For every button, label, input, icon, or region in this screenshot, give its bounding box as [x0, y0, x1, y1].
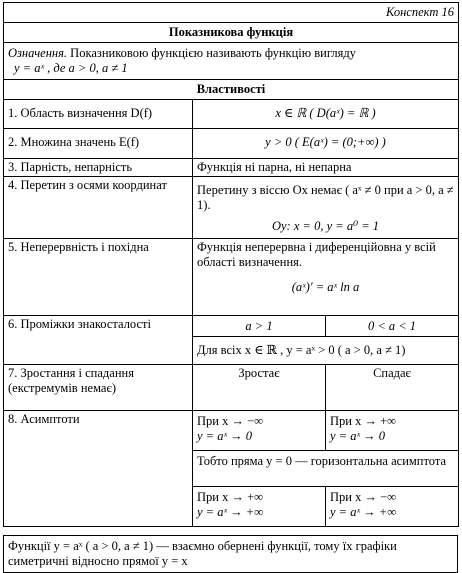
- asymptote-cell-1: [193, 411, 326, 451]
- definition-formula: y = aˣ , де a > 0, a ≠ 1: [14, 61, 128, 75]
- monotonic-decreasing: Спадає: [326, 365, 459, 411]
- asymptote-1-line1: При x → −∞: [197, 414, 264, 428]
- intersection-ox: Перетину з віссю Ox немає ( aˣ ≠ 0 при a > 0, a ≠ 1).: [197, 183, 454, 212]
- asymptote-2-line2: y = aˣ → 0: [330, 429, 386, 443]
- sign-col-a-lt-1: 0 < a < 1: [326, 316, 459, 337]
- page-title: Показникова функція: [4, 23, 459, 43]
- definition-term: Означення.: [8, 46, 68, 60]
- asymptote-cell-2: [326, 411, 459, 451]
- definition-cell: [4, 43, 459, 80]
- asymptote-horizontal: Тобто пряма y = 0 — горизонтальна асимптота: [193, 451, 459, 487]
- monotonic-increasing: Зростає: [193, 365, 326, 411]
- properties-table: [3, 2, 459, 527]
- row-continuity-label: 5. Неперервність і похідна: [4, 239, 193, 316]
- row-domain-label: 1. Область визначення D(f): [4, 100, 193, 129]
- row-intersection-value: [193, 177, 459, 239]
- row-sign-label: 6. Проміжки знакосталості: [4, 316, 193, 365]
- derivative-formula: (aˣ)′ = aˣ ln a: [291, 280, 360, 294]
- row-range-label: 2. Множина значень E(f): [4, 129, 193, 159]
- row-parity-value: Функція ні парна, ні непарна: [193, 159, 459, 177]
- properties-header: Властивості: [4, 80, 459, 100]
- sign-col-a-gt-1: a > 1: [193, 316, 326, 337]
- asymptote-3-line2: y = aˣ → +∞: [197, 505, 264, 519]
- asymptote-4-line2: y = aˣ → +∞: [330, 505, 397, 519]
- definition-text: Показниковою функцією називають функцію вигляду: [67, 46, 356, 60]
- konspekt-sheet: [3, 2, 458, 573]
- row-asymptotes-label: 8. Асимптоти: [4, 411, 193, 527]
- row-range-value: y > 0 ( E(aˣ) = (0;+∞) ): [193, 129, 459, 159]
- footer-note: Функції y = aˣ ( a > 0, a ≠ 1) — взаємно обернені функції, тому їх графіки симетричні відносно прямої y = x: [3, 535, 458, 573]
- asymptote-4-line1: При x → −∞: [330, 490, 397, 504]
- row-continuity-value: [193, 239, 459, 316]
- asymptote-cell-3: [193, 487, 326, 527]
- continuity-text: Функція неперервна і диференційовна у всій області визначення.: [197, 240, 436, 269]
- intersection-oy: Oy: x = 0, y = a⁰ = 1: [271, 219, 380, 233]
- asymptote-1-line2: y = aˣ → 0: [197, 429, 253, 443]
- row-parity-label: 3. Парність, непарність: [4, 159, 193, 177]
- konspekt-number: Конспект 16: [4, 3, 459, 23]
- sign-both: Для всіх x ∈ ℝ , y = aˣ > 0 ( a > 0, a ≠ 1): [193, 337, 459, 365]
- row-domain-value: x ∈ ℝ ( D(aˣ) = ℝ ): [193, 100, 459, 129]
- asymptote-3-line1: При x → +∞: [197, 490, 264, 504]
- row-monotonic-label: 7. Зростання і спадання (екстремумів немає): [4, 365, 193, 411]
- asymptote-2-line1: При x → +∞: [330, 414, 397, 428]
- row-intersection-label: 4. Перетин з осями координат: [4, 177, 193, 239]
- asymptote-cell-4: [326, 487, 459, 527]
